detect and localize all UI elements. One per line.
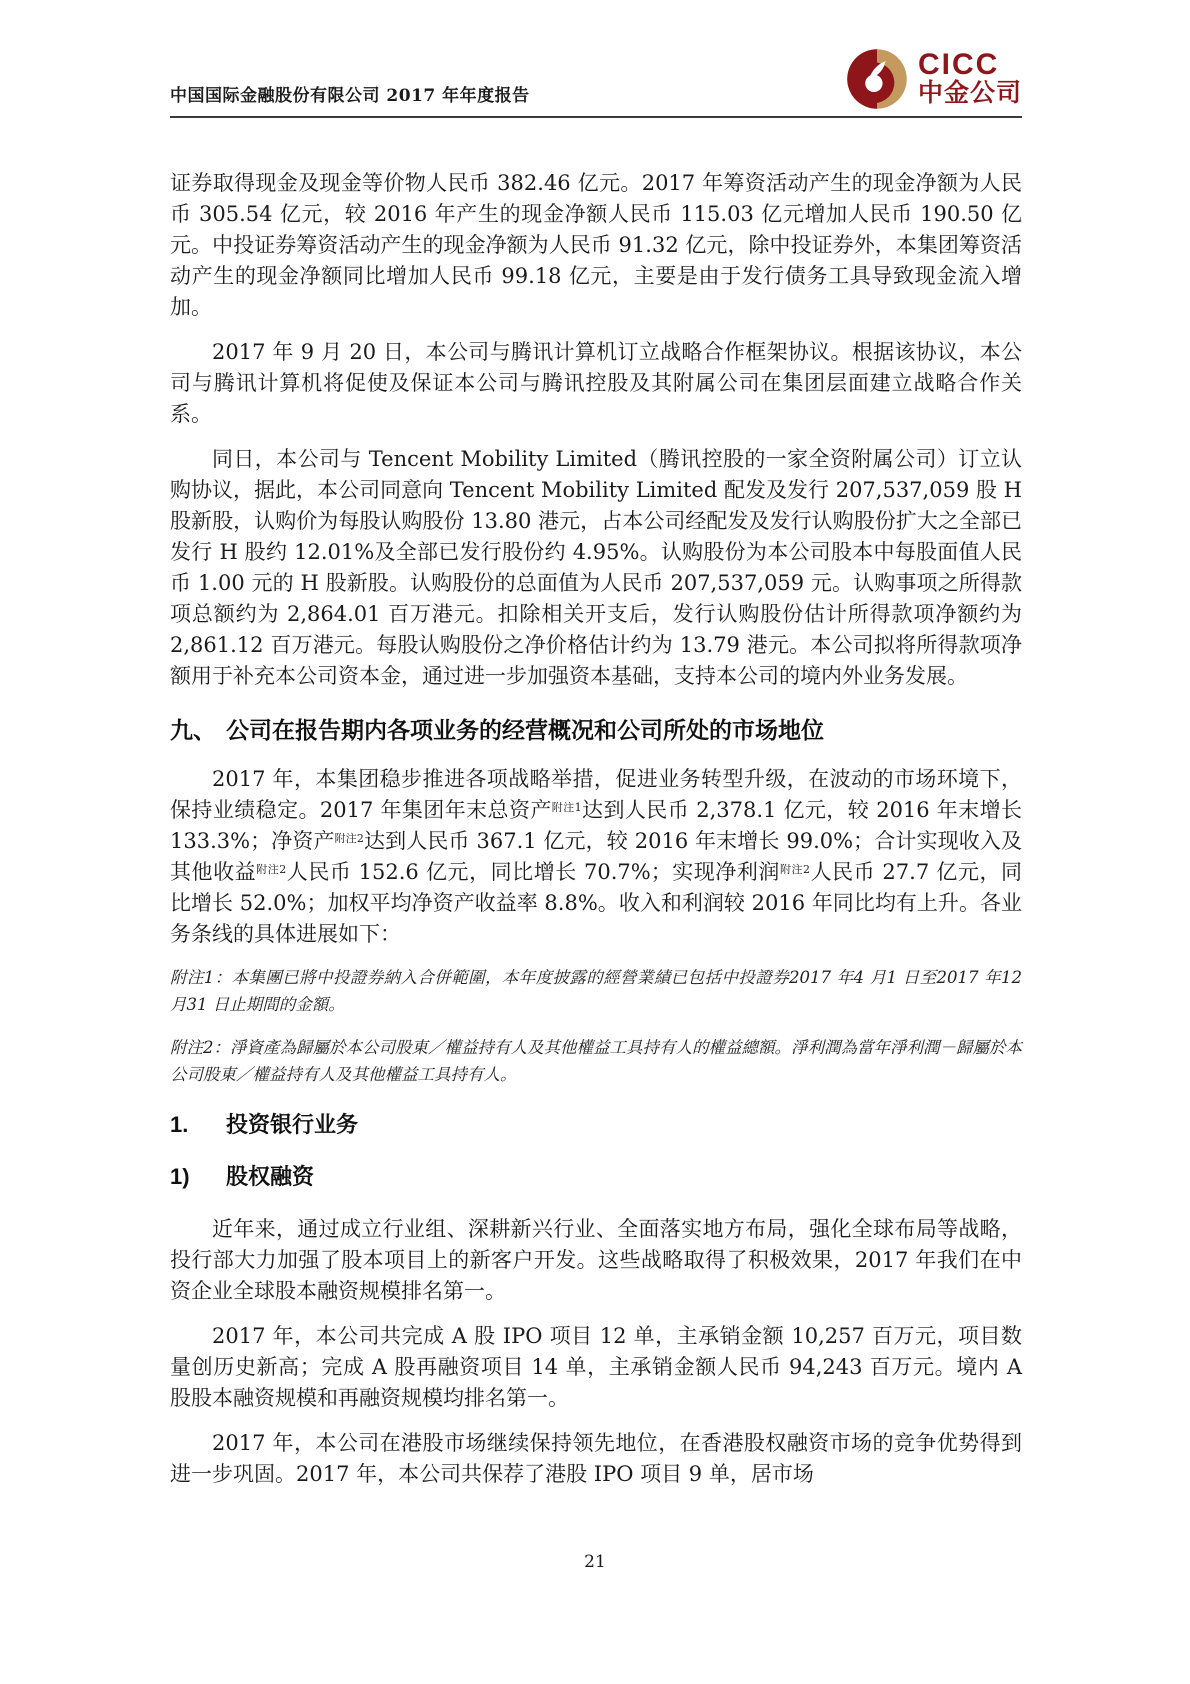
paragraph-tencent-subscription: 同日，本公司与 Tencent Mobility Limited（腾讯控股的一家全资附属公司）订立认购协议，据此，本公司同意向 Tencent Mobility Limited 配发及发行 207,537,059 股 H 股新股，认购价为每股认购股份 13.80 港元，占本公司经配发及发行认购股份扩大之全部已发行 H 股约 12.01%及全部已发行股份约 4.95%。认购股份为本公司股本中每股面值人民币 1.00 元的 H 股新股。认购股份的总面值为人民币 207,537,059 元。认购事项之所得款项总额约为 2,864.01 百万港元。扣除相关开支后，发行认购股份估计所得款项净额约为 2,861.12 百万港元。每股认购股份之净价格估计约为 13.79 港元。本公司拟将所得款项净额用于补充本公司资本金，通过进一步加强资本基础，支持本公司的境内外业务发展。 [170,447,1022,688]
subsection-1a-number: 1) [170,1164,190,1189]
subsection-1-heading [170,1110,1022,1140]
cicc-logo-wordmark [918,50,1022,108]
section-9-number: 九、 [170,717,216,743]
paragraph-cash-flow: 证券取得现金及现金等价物人民币 382.46 亿元。2017 年筹资活动产生的现金净额为人民币 305.54 亿元，较 2016 年产生的现金净额人民币 115.03 亿元增加人民币 190.50 亿元。中投证券筹资活动产生的现金净额为人民币 91.32 亿元，除中投证券外，本集团筹资活动产生的现金净额同比增加人民币 99.18 亿元，主要是由于发行债务工具导致现金流入增加。 [170,171,1022,319]
page-header [170,0,1022,118]
paragraph-a-share-ipo: 2017 年，本公司共完成 A 股 IPO 项目 12 单，主承销金额 10,257 百万元，项目数量创历史新高；完成 A 股再融资项目 14 单，主承销金额人民币 94,243 百万元。境内 A 股股本融资规模和再融资规模均排名第一。 [170,1324,1022,1410]
paragraph-tencent-framework: 2017 年 9 月 20 日，本公司与腾讯计算机订立战略合作框架协议。根据该协议，本公司与腾讯计算机将促使及保证本公司与腾讯控股及其附属公司在集团层面建立战略合作关系。 [170,340,1022,426]
footnote-2: 附注2：淨資產為歸屬於本公司股東／權益持有人及其他權益工具持有人的權益總額。淨利潤為當年淨利潤－歸屬於本公司股東／權益持有人及其他權益工具持有人。 [170,1038,1022,1084]
cicc-logo [846,48,1022,116]
cicc-logo-icon [846,48,908,110]
subsection-1-title: 投资银行业务 [226,1112,359,1137]
footnote-1: 附注1：本集團已將中投證券納入合併範圍，本年度披露的經營業績已包括中投證券2017 年4 月1 日至2017 年12 月31 日止期間的金額。 [170,968,1022,1014]
report-title: 中国国际金融股份有限公司 2017 年年度报告 [170,86,530,106]
section-9-title: 公司在报告期内各项业务的经营概况和公司所处的市场地位 [226,717,824,743]
subsection-1a-title: 股权融资 [226,1164,315,1189]
logo-chinese-text: 中金公司 [917,79,1022,108]
logo-latin-text: CICC [917,48,1000,82]
paragraph-equity-strategy: 近年来，通过成立行业组、深耕新兴行业、全面落实地方布局，强化全球布局等战略，投行部大力加强了股本项目上的新客户开发。这些战略取得了积极效果，2017 年我们在中资企业全球股本融资规模排名第一。 [170,1217,1022,1303]
document-body [170,118,1022,1490]
paragraph-hk-market: 2017 年，本公司在港股市场继续保持领先地位，在香港股权融资市场的竞争优势得到进一步巩固。2017 年，本公司共保荐了港股 IPO 项目 9 单，居市场 [170,1431,1022,1486]
page-number: 21 [584,1552,606,1572]
paragraph-2017-overview: 2017 年，本集团稳步推进各项战略举措，促进业务转型升级，在波动的市场环境下，保持业绩稳定。2017 年集团年末总资产$^{附注1}$达到人民币 2,378.1 亿元，较 2016 年末增长 133.3%；净资产$^{附注2}$达到人民币 367.1 亿元，较 2016 年末增长 99.0%；合计实现收入及其他收益$^{附注2}$人民币 152.6 亿元，同比增长 70.7%；实现净利润$^{附注2}$人民币 27.7 亿元，同比增长 52.0%；加权平均净资产收益率 8.8%。收入和利润较 2016 年同比均有上升。各业务条线的具体进展如下： [170,767,1023,946]
subsection-1a-heading [170,1162,1022,1192]
subsection-1-number: 1. [170,1112,189,1137]
section-9-heading [170,714,1022,746]
